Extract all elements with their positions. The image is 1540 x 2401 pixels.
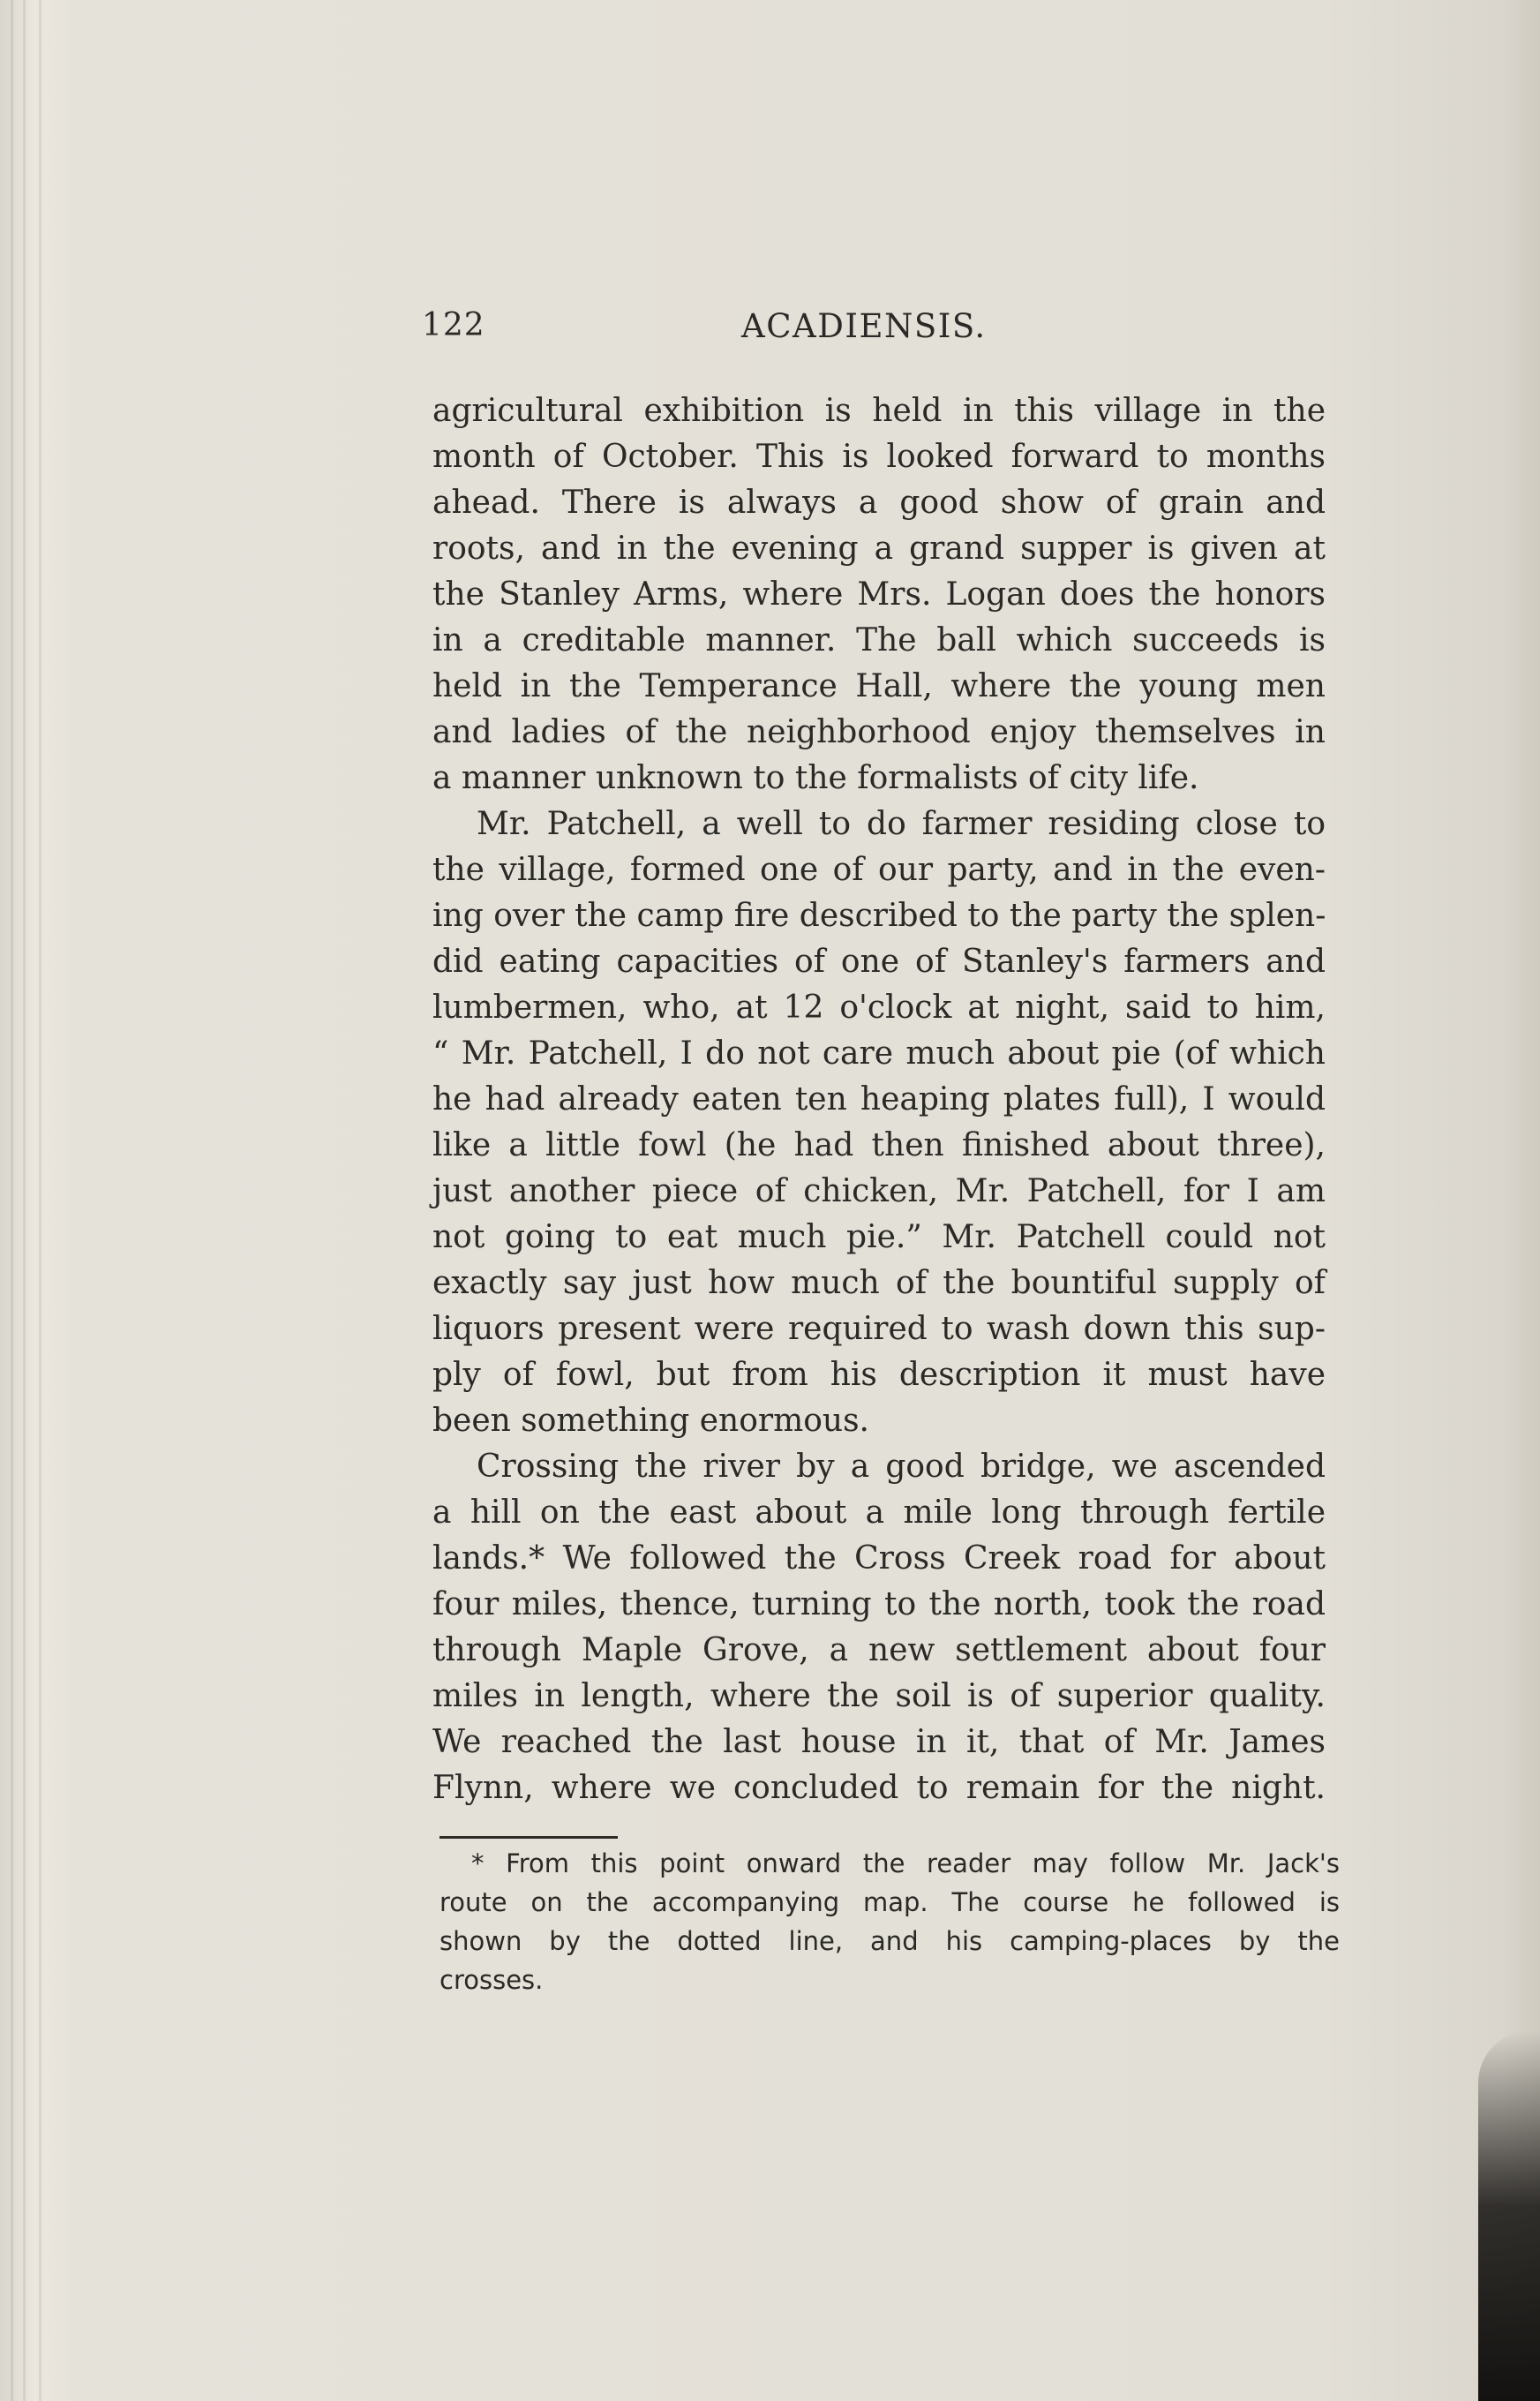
text-line: held in the Temperance Hall, where the young men	[432, 668, 1326, 704]
text-line: through Maple Grove, a new settlement about four	[432, 1632, 1326, 1668]
text-line: lumbermen, who, at 12 o'clock at night, said to him,	[432, 990, 1326, 1026]
text-line: the village, formed one of our party, and in the even-	[432, 852, 1326, 888]
text-line: month of October. This is looked forward to months	[432, 439, 1326, 475]
text-line: and ladies of the neighborhood enjoy themselves in	[432, 714, 1326, 750]
text-line: ply of fowl, but from his description it must have	[432, 1357, 1326, 1393]
page-number: 122	[422, 307, 485, 343]
text-line: miles in length, where the soil is of superior quality.	[432, 1678, 1326, 1714]
paragraph-start-line: Crossing the river by a good bridge, we ascended	[477, 1449, 1326, 1485]
text-line: agricultural exhibition is held in this village in the	[432, 393, 1326, 429]
footnote-line: route on the accompanying map. The course he followed is	[439, 1887, 1340, 1917]
text-line: just another piece of chicken, Mr. Patchell, for I am	[432, 1173, 1326, 1209]
page-edge-line	[23, 0, 26, 2401]
text-line: four miles, thence, turning to the north, took the road	[432, 1586, 1326, 1622]
paragraph-start-line: Mr. Patchell, a well to do farmer residing close to	[477, 806, 1326, 842]
page-corner-shadow	[1478, 2030, 1540, 2401]
text-line: Flynn, where we concluded to remain for the night.	[432, 1770, 1326, 1806]
text-line: not going to eat much pie.” Mr. Patchell could not	[432, 1219, 1326, 1255]
paragraph-end-line: been something enormous.	[432, 1403, 869, 1439]
text-line: exactly say just how much of the bountiful supply of	[432, 1265, 1326, 1301]
text-line: lands.* We followed the Cross Creek road for about	[432, 1540, 1326, 1577]
text-line: in a creditable manner. The ball which succeeds is	[432, 622, 1326, 659]
footnote-rule	[439, 1836, 618, 1839]
text-line: liquors present were required to wash down this sup-	[432, 1311, 1326, 1347]
text-line: We reached the last house in it, that of Mr. James	[432, 1724, 1326, 1760]
body-text	[432, 388, 1326, 1811]
text-line: “ Mr. Patchell, I do not care much about pie (of which	[432, 1035, 1326, 1072]
text-line: the Stanley Arms, where Mrs. Logan does the honors	[432, 576, 1326, 613]
text-line: did eating capacities of one of Stanley's farmers and	[432, 944, 1326, 980]
footnote	[439, 1844, 1340, 1999]
running-title: ACADIENSIS.	[741, 307, 987, 345]
text-line: roots, and in the evening a grand supper is given at	[432, 531, 1326, 567]
footnote-line: * From this point onward the reader may follow Mr. Jack's	[471, 1848, 1340, 1878]
footnote-line: shown by the dotted line, and his camping-places by the	[439, 1926, 1340, 1956]
text-line: ing over the camp fire described to the party the splen-	[432, 898, 1326, 934]
page-edge-line	[11, 0, 13, 2401]
paragraph-end-line: a manner unknown to the formalists of city life.	[432, 760, 1199, 796]
text-line: he had already eaten ten heaping plates full), I would	[432, 1081, 1326, 1118]
text-line: ahead. There is always a good show of grain and	[432, 485, 1326, 521]
text-line: like a little fowl (he had then finished about three),	[432, 1127, 1326, 1163]
page-header	[422, 307, 1313, 360]
page-edge-line	[39, 0, 41, 2401]
text-line: a hill on the east about a mile long through fertile	[432, 1494, 1326, 1531]
footnote-line: crosses.	[439, 1965, 544, 1995]
